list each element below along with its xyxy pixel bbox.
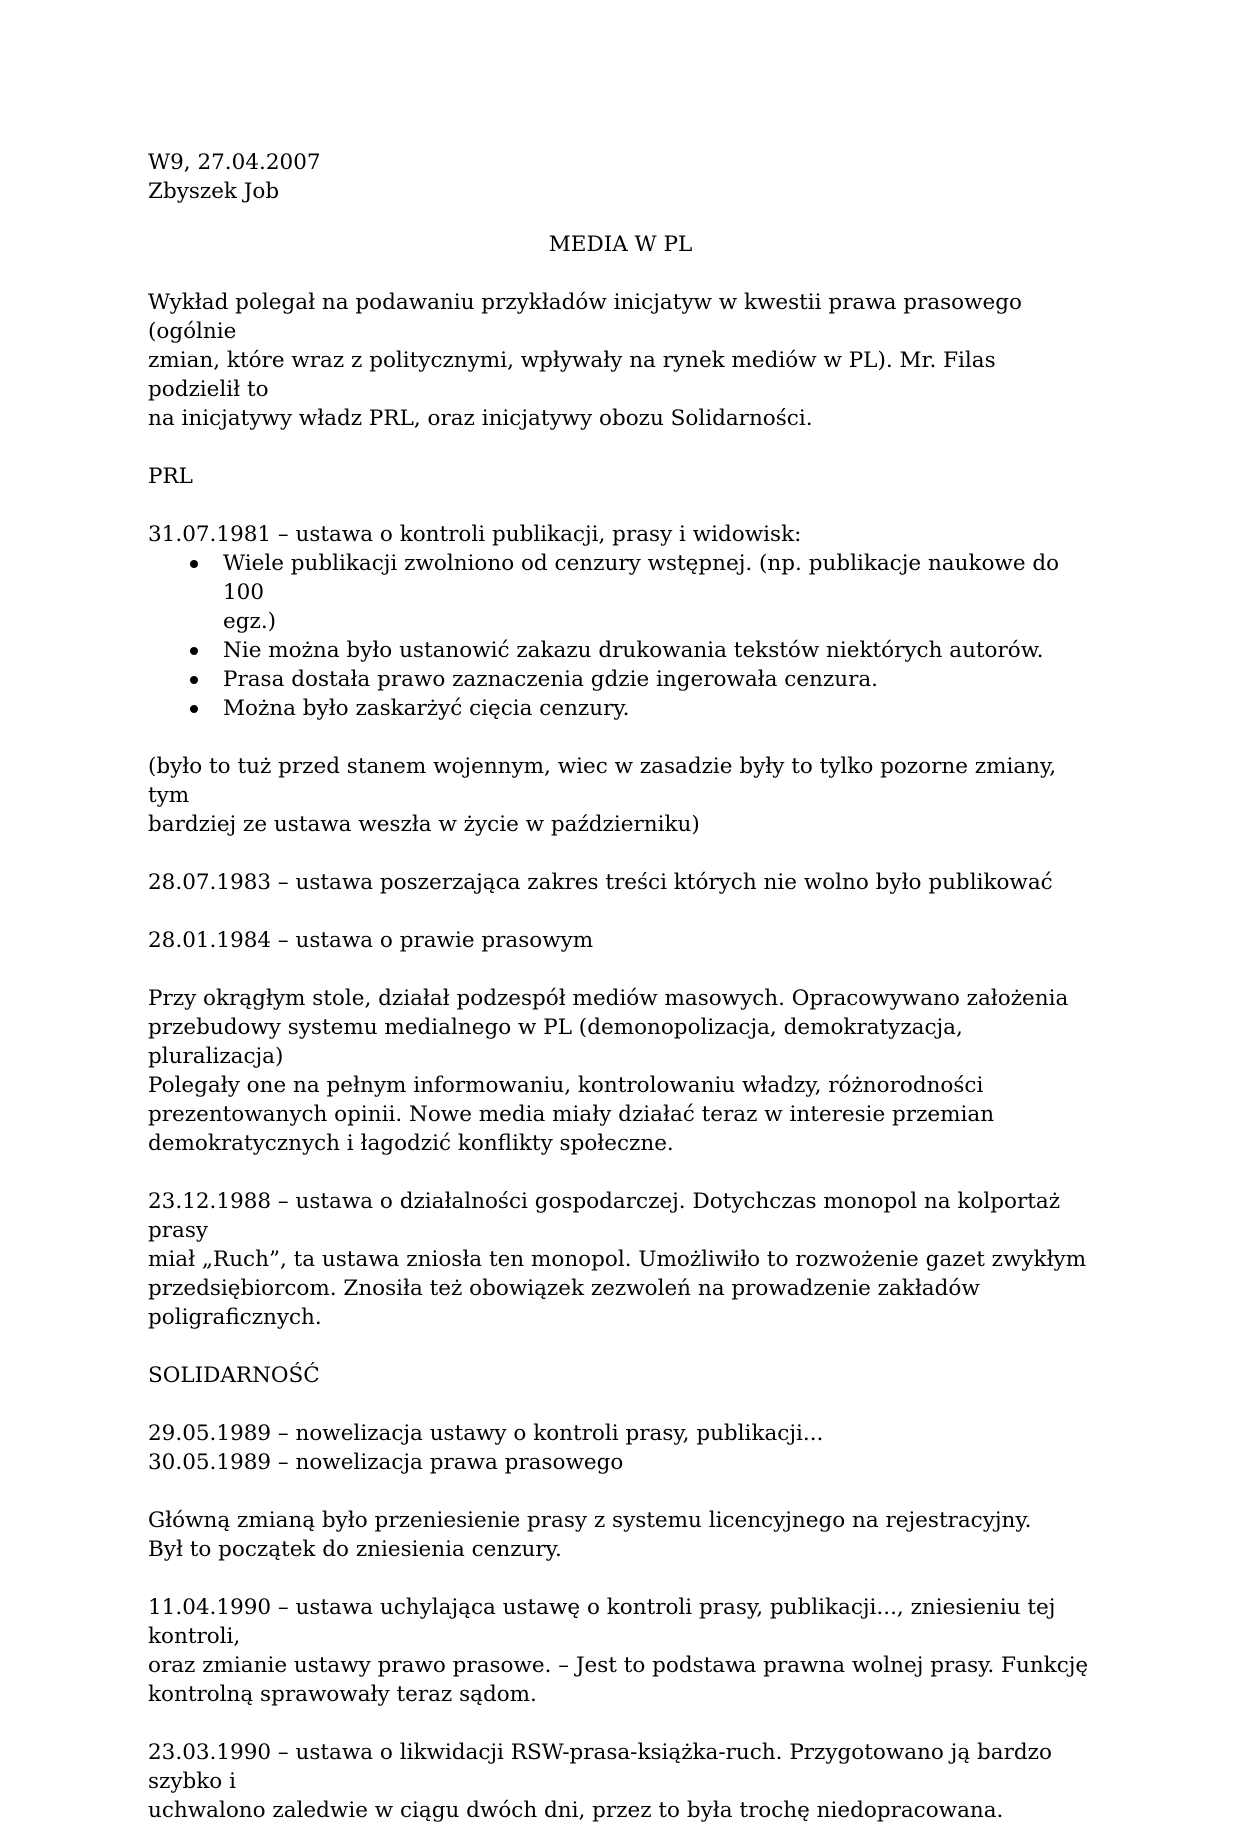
text-line: 23.03.1990 – ustawa o likwidacji RSW-prasa-książka-ruch. Przygotowano ją bardzo szybko i (148, 1740, 1052, 1794)
bullet-icon (190, 676, 198, 684)
text-line: na inicjatywy władz PRL, oraz inicjatywy obozu Solidarności. (148, 406, 813, 431)
text-line: egz.) (223, 609, 277, 634)
bullet-icon (190, 647, 198, 655)
intro-paragraph (148, 288, 1093, 433)
act-1988-paragraph (148, 1187, 1093, 1332)
text-line: kontrolną sprawowały teraz sądom. (148, 1682, 537, 1707)
text-line: przedsiębiorcom. Znosiła też obowiązek zezwoleń na prowadzenie zakładów poligraficznych. (148, 1276, 980, 1330)
bullet-icon (190, 705, 198, 713)
text-line: Polegały one na pełnym informowaniu, kontrolowaniu władzy, różnorodności (148, 1073, 984, 1098)
bullet-list (148, 549, 1093, 723)
text-line: Wiele publikacji zwolniono od cenzury wstępnej. (np. publikacje naukowe do 100 (223, 551, 1060, 605)
text-line: demokratycznych i łagodzić konflikty społeczne. (148, 1131, 674, 1156)
round-table-paragraph (148, 984, 1093, 1158)
text-line: 29.05.1989 – nowelizacja ustawy o kontroli prasy, publikacji... (148, 1421, 824, 1446)
list-item (148, 665, 1093, 694)
section-heading-prl: PRL (148, 464, 193, 489)
main-change-paragraph (148, 1506, 1093, 1564)
text-line: przebudowy systemu medialnego w PL (demonopolizacja, demokratyzacja, pluralizacja) (148, 1015, 963, 1069)
act-1984: 28.01.1984 – ustawa o prawie prasowym (148, 928, 594, 953)
note-paragraph (148, 752, 1093, 839)
text-line: zmian, które wraz z politycznymi, wpływały na rynek mediów w PL). Mr. Filas podzielił to (148, 348, 996, 402)
text-line: uchwalono zaledwie w ciągu dwóch dni, przez to była trochę niedopracowana. (148, 1798, 1004, 1823)
act-1990-april-paragraph (148, 1593, 1093, 1709)
list-item (148, 549, 1093, 636)
document-content (148, 148, 1093, 1825)
text-line: Główną zmianą było przeniesienie prasy z systemu licencyjnego na rejestracyjny. (148, 1508, 1032, 1533)
bullet-icon (190, 560, 198, 568)
amendments-paragraph (148, 1419, 1093, 1477)
text-line: miał „Ruch”, ta ustawa zniosła ten monopol. Umożliwiło to rozwożenie gazet zwykłym (148, 1247, 1087, 1272)
text-line: oraz zmianie ustawy prawo prasowe. – Jest to podstawa prawna wolnej prasy. Funkcję (148, 1653, 1089, 1678)
text-line: Był to początek do zniesienia cenzury. (148, 1537, 562, 1562)
document-title: MEDIA W PL (548, 232, 693, 257)
text-line: Nie można było ustanowić zakazu drukowania tekstów niektórych autorów. (223, 638, 1044, 663)
act-1990-march-paragraph (148, 1738, 1093, 1825)
date-line: W9, 27.04.2007 (148, 150, 321, 175)
text-line: 30.05.1989 – nowelizacja prawa prasowego (148, 1450, 624, 1475)
text-line: Wykład polegał na podawaniu przykładów inicjatyw w kwestii prawa prasowego (ogólnie (148, 290, 1022, 344)
text-line: (było to tuż przed stanem wojennym, wiec w zasadzie były to tylko pozorne zmiany, tym (148, 754, 1057, 808)
text-line: 11.04.1990 – ustawa uchylająca ustawę o kontroli prasy, publikacji..., zniesieniu tej kontroli, (148, 1595, 1056, 1649)
act-1983: 28.07.1983 – ustawa poszerzająca zakres treści których nie wolno było publikować (148, 870, 1053, 895)
text-line: Można było zaskarżyć cięcia cenzury. (223, 696, 630, 721)
list-item (148, 694, 1093, 723)
text-line: 23.12.1988 – ustawa o działalności gospodarczej. Dotychczas monopol na kolportaż prasy (148, 1189, 1061, 1243)
section-heading-solidarnosc: SOLIDARNOŚĆ (148, 1363, 320, 1388)
text-line: prezentowanych opinii. Nowe media miały działać teraz w interesie przemian (148, 1102, 995, 1127)
text-line: Prasa dostała prawo zaznaczenia gdzie ingerowała cenzura. (223, 667, 878, 692)
act-1981: 31.07.1981 – ustawa o kontroli publikacji, prasy i widowisk: (148, 522, 802, 547)
list-item (148, 636, 1093, 665)
text-line: Przy okrągłym stole, działał podzespół mediów masowych. Opracowywano założenia (148, 986, 1069, 1011)
author-line: Zbyszek Job (148, 179, 280, 204)
text-line: bardziej ze ustawa weszła w życie w październiku) (148, 812, 700, 837)
